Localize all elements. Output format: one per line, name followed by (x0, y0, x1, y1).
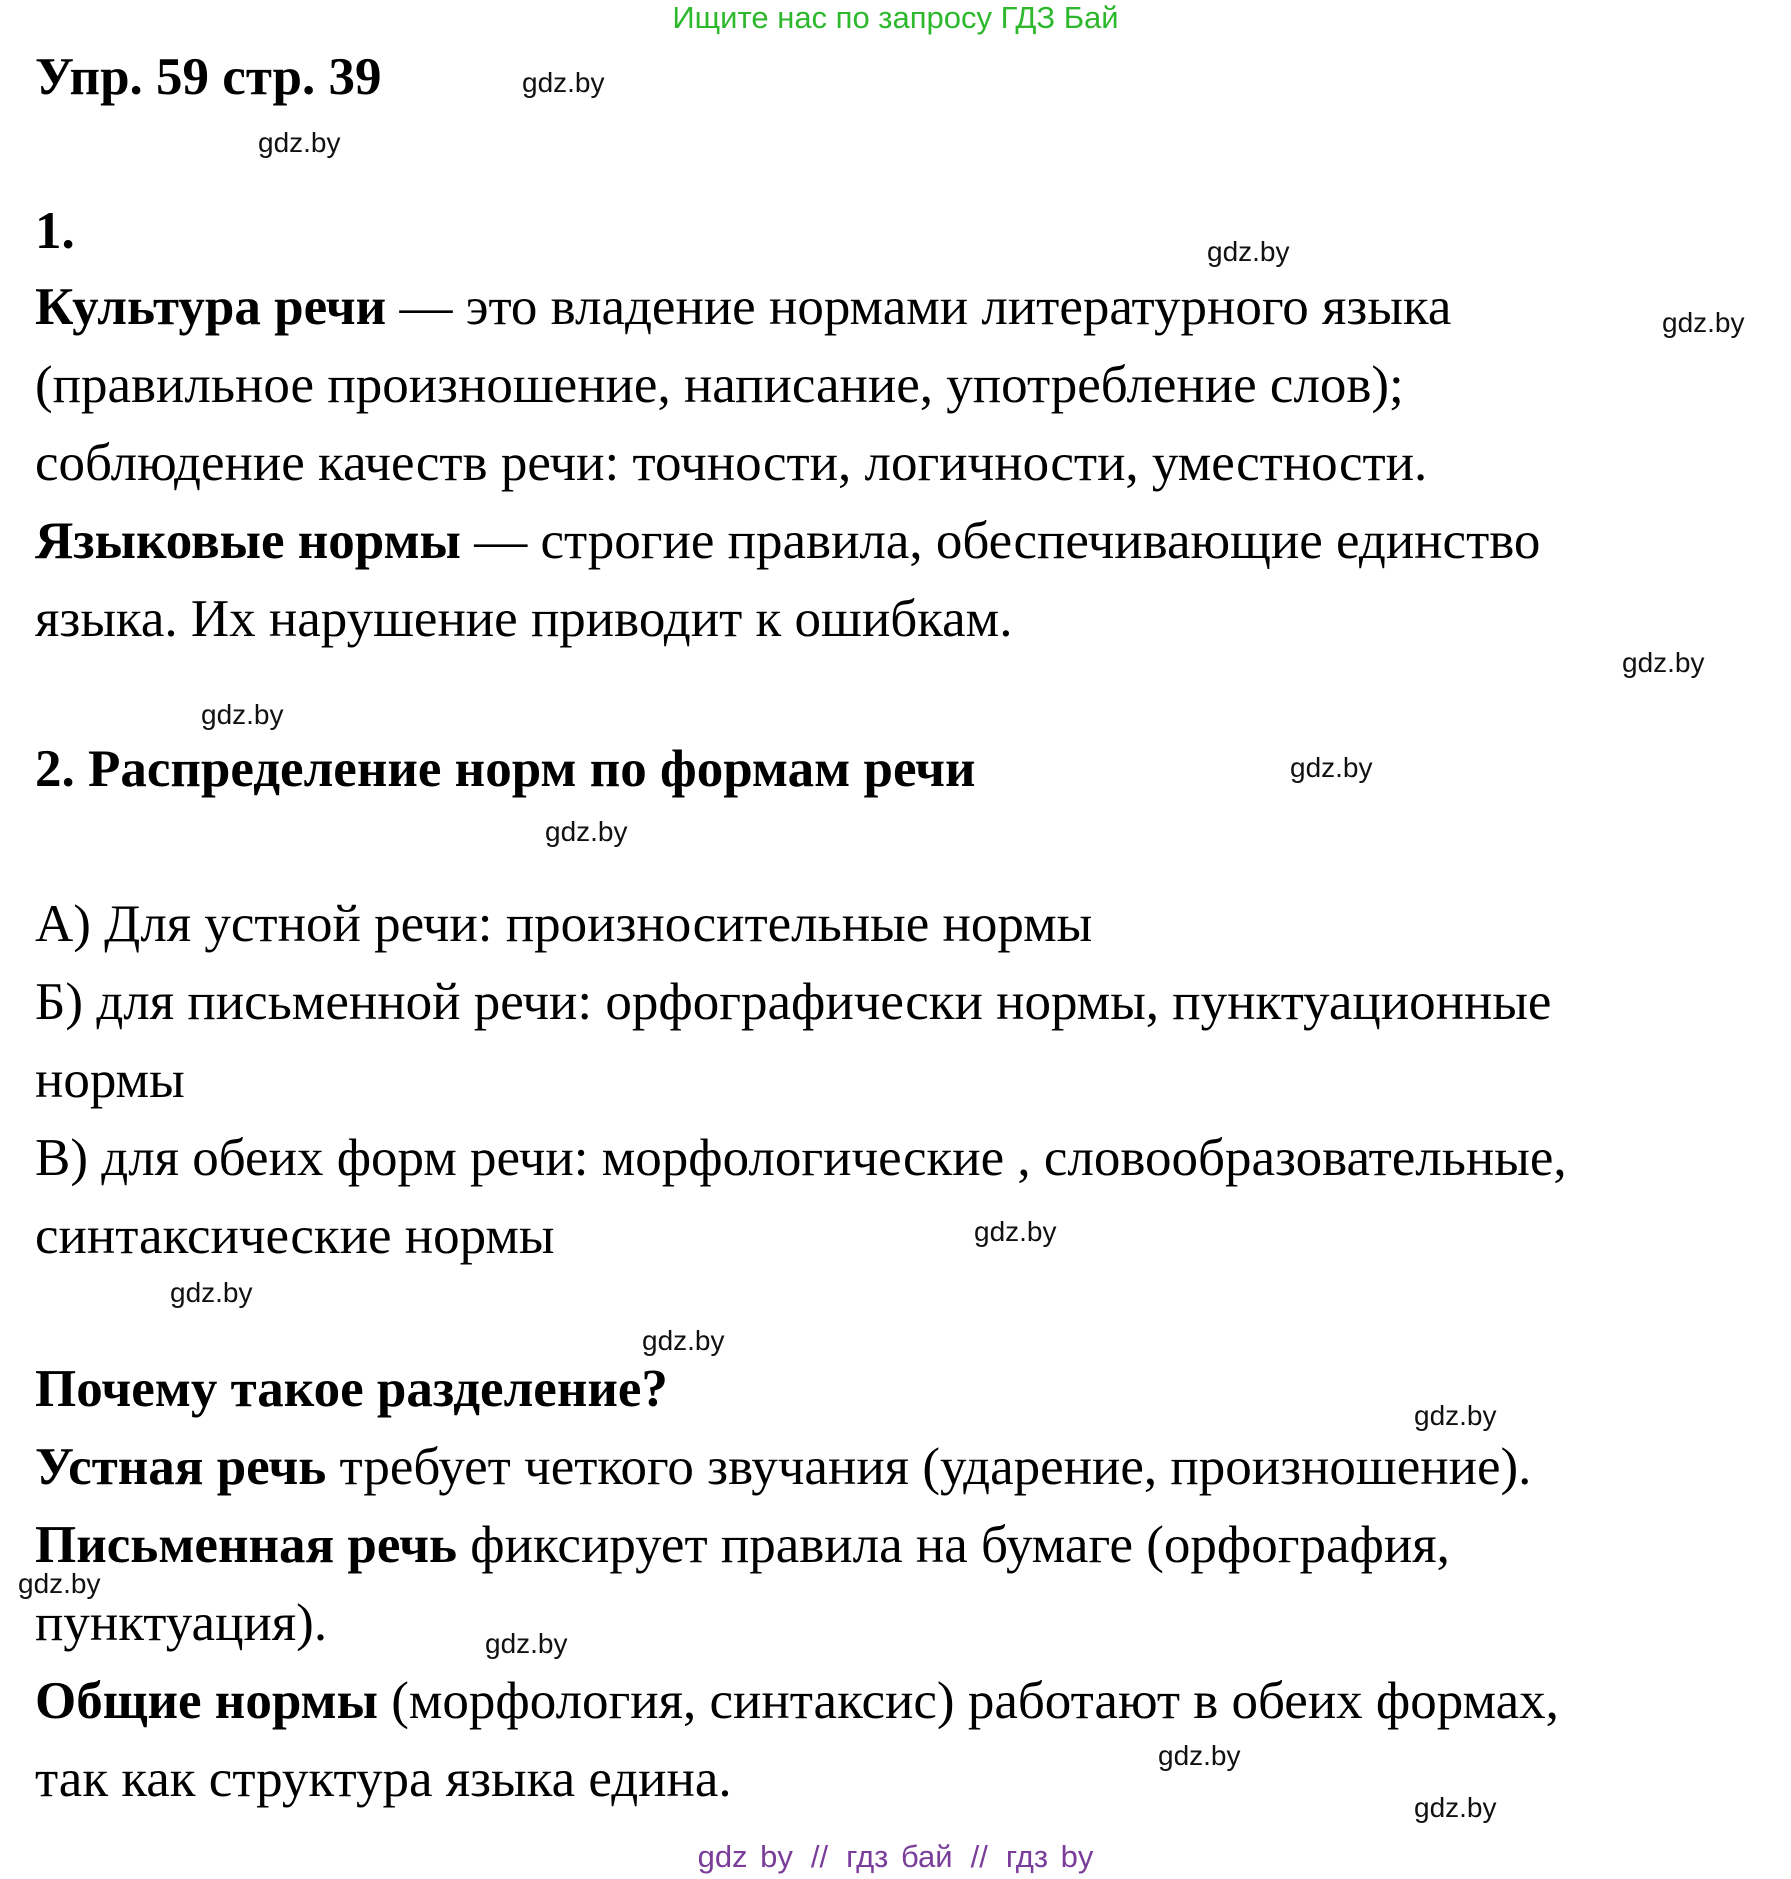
written-line-2: пунктуация). (35, 1594, 328, 1652)
watermark: gdz.by (642, 1325, 725, 1356)
watermark: gdz.by (18, 1568, 101, 1599)
norms-term: Языковые нормы (35, 512, 461, 570)
item-b-line-2: нормы (35, 1051, 185, 1109)
footer-separator: // (970, 1839, 988, 1874)
common-term: Общие нормы (35, 1672, 378, 1730)
watermark: gdz.by (1414, 1792, 1497, 1823)
watermark: gdz.by (258, 127, 341, 158)
watermark: gdz.by (1290, 752, 1373, 783)
section3-heading: Почему такое разделение? (35, 1360, 668, 1418)
item-b-line-1: Б) для письменной речи: орфографически нормы, пунктуационные (35, 973, 1552, 1031)
watermark: gdz.by (545, 816, 628, 847)
page-title: Упр. 59 стр. 39 (35, 48, 382, 106)
watermark: gdz.by (485, 1628, 568, 1659)
oral-term: Устная речь (35, 1438, 327, 1496)
watermark: gdz.by (1662, 307, 1745, 338)
oral-line (35, 1436, 1531, 1498)
norms-line-2: языка. Их нарушение приводит к ошибкам. (35, 590, 1013, 648)
common-line-2: так как структура языка едина. (35, 1750, 732, 1808)
item-c-line-2: синтаксические нормы (35, 1207, 555, 1265)
culture-line-2: (правильное произношение, написание, употребление слов); (35, 356, 1404, 414)
top-banner: Ищите нас по запросу ГДЗ Бай (672, 0, 1119, 35)
oral-text: требует четкого звучания (ударение, произношение). (326, 1438, 1532, 1496)
norms-line-1 (35, 510, 1540, 572)
written-line-1 (35, 1514, 1450, 1576)
item-c-line-1: В) для обеих форм речи: морфологические , словообразовательные, (35, 1129, 1567, 1187)
watermark: gdz.by (201, 699, 284, 730)
common-text: (морфология, синтаксис) работают в обеих формах, (377, 1672, 1559, 1730)
watermark: gdz.by (522, 67, 605, 98)
footer-part-2: гдз бай (846, 1839, 953, 1874)
footer (0, 1838, 1791, 1876)
written-term: Письменная речь (35, 1516, 458, 1574)
watermark: gdz.by (170, 1277, 253, 1308)
watermark: gdz.by (1158, 1740, 1241, 1771)
culture-line-3: соблюдение качеств речи: точности, логичности, уместности. (35, 434, 1428, 492)
watermark: gdz.by (1622, 647, 1705, 678)
watermark: gdz.by (1414, 1400, 1497, 1431)
watermark: gdz.by (974, 1216, 1057, 1247)
culture-definition: — это владение нормами литературного языка (386, 278, 1452, 336)
section2-heading: 2. Распределение норм по формам речи (35, 740, 976, 798)
culture-term: Культура речи (35, 278, 387, 336)
footer-separator: // (810, 1839, 829, 1874)
norms-definition: — строгие правила, обеспечивающие единство (460, 512, 1541, 570)
culture-line-1 (35, 276, 1451, 338)
written-text: фиксирует правила на бумаге (орфография, (457, 1516, 1450, 1574)
common-line-1 (35, 1670, 1559, 1732)
item-a: А) Для устной речи: произносительные нормы (35, 895, 1093, 953)
footer-part-1: gdz by (697, 1839, 793, 1874)
watermark: gdz.by (1207, 236, 1290, 267)
section1-number: 1. (35, 202, 75, 260)
footer-part-3: гдз by (1005, 1839, 1094, 1874)
